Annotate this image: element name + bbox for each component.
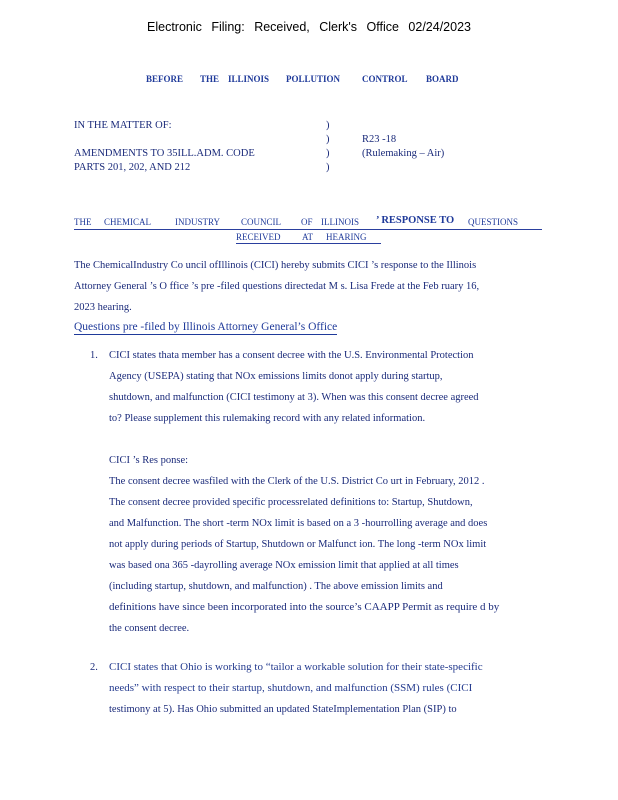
text-line: Attorney General ’s O ffice ’s pre -filed questions directedat M s. Lisa Frede at the Feb ruary 16, [74, 281, 480, 292]
caption-amendments: AMENDMENTS TO 35ILL.ADM. CODE [74, 148, 255, 159]
document-title [74, 215, 542, 230]
board-word: THE [200, 74, 220, 84]
caption-paren: ) [326, 162, 330, 173]
title-response: ’ RESPONSE TO [376, 215, 455, 226]
title-word: THE [74, 217, 92, 227]
text-line: The ChemicalIndustry Co uncil ofIllinois (CICI) hereby submits CICI ’s response to the Illinois [74, 260, 477, 271]
text-line: CICI states thata member has a consent decree with the U.S. Environmental Protection [109, 350, 474, 361]
question-number: 1. [90, 350, 98, 361]
text-line: CICI states that Ohio is working to “tailor a workable solution for their state-specific [109, 661, 483, 673]
question-number: 2. [90, 662, 98, 673]
text-line: and Malfunction. The short -term NOx limit is based on a 3 -hourrolling average and does [109, 518, 488, 529]
title-word: INDUSTRY [175, 217, 221, 227]
text-line: (including startup, shutdown, and malfunction) . The above emission limits and [109, 581, 443, 592]
caption-paren: ) [326, 148, 330, 159]
title-word: AT [302, 232, 313, 242]
text-line: 2023 hearing. [74, 302, 132, 313]
title-word: ILLINOIS [321, 217, 359, 227]
question-1 [109, 345, 479, 429]
question-2 [109, 657, 483, 720]
board-word: BOARD [426, 74, 459, 84]
board-word: BEFORE [146, 74, 184, 84]
text-line: Agency (USEPA) stating that NOx emissions limits donot apply during startup, [109, 371, 443, 382]
rulemaking-type: (Rulemaking – Air) [362, 148, 445, 159]
text-line: definitions have since been incorporated into the source’s CAAPP Permit as require d by [109, 601, 500, 613]
document-title-line-2 [236, 231, 381, 244]
response-heading: CICI ’s Res ponse: [109, 455, 189, 466]
filing-header: Electronic Filing: Received, Clerk's Office 02/24/2023 [147, 20, 471, 34]
title-word: QUESTIONS [468, 217, 519, 227]
text-line: shutdown, and malfunction (CICI testimony at 3). When was this consent decree agreed [109, 392, 479, 403]
board-word: POLLUTION [286, 74, 341, 84]
title-word: CHEMICAL [104, 217, 151, 227]
text-line: to? Please supplement this rulemaking record with any related information. [109, 413, 426, 424]
title-word: RECEIVED [236, 232, 281, 242]
text-line: testimony at 5). Has Ohio submitted an updated StateImplementation Plan (SIP) to [109, 704, 457, 715]
text-line: The consent decree wasfiled with the Clerk of the U.S. District Co urt in February, 2012 . [109, 476, 485, 487]
caption-paren: ) [326, 134, 330, 145]
text-line: the consent decree. [109, 623, 190, 634]
caption-matter: IN THE MATTER OF: [74, 120, 172, 131]
text-line: not apply during periods of Startup, Shutdown or Malfunct ion. The long -term NOx limit [109, 539, 487, 550]
text-line: needs” with respect to their startup, shutdown, and malfunction (SSM) rules (CICI [109, 682, 473, 694]
title-word: HEARING [326, 232, 367, 242]
board-word: ILLINOIS [228, 74, 270, 84]
title-word: COUNCIL [241, 217, 281, 227]
response-1 [109, 450, 499, 639]
text-line: The consent decree provided specific processrelated definitions to: Startup, Shutdown, [109, 497, 473, 508]
docket-number: R23 -18 [362, 134, 397, 145]
questions-heading: Questions pre -filed by Illinois Attorney General’s Office [74, 321, 338, 333]
caption-paren: ) [326, 120, 330, 131]
intro-paragraph [74, 255, 479, 318]
caption-parts: PARTS 201, 202, AND 212 [74, 162, 191, 173]
title-word: OF [301, 217, 313, 227]
text-line: was based ona 365 -dayrolling average NOx emission limit that applied at all times [109, 560, 459, 571]
board-word: CONTROL [362, 74, 408, 84]
